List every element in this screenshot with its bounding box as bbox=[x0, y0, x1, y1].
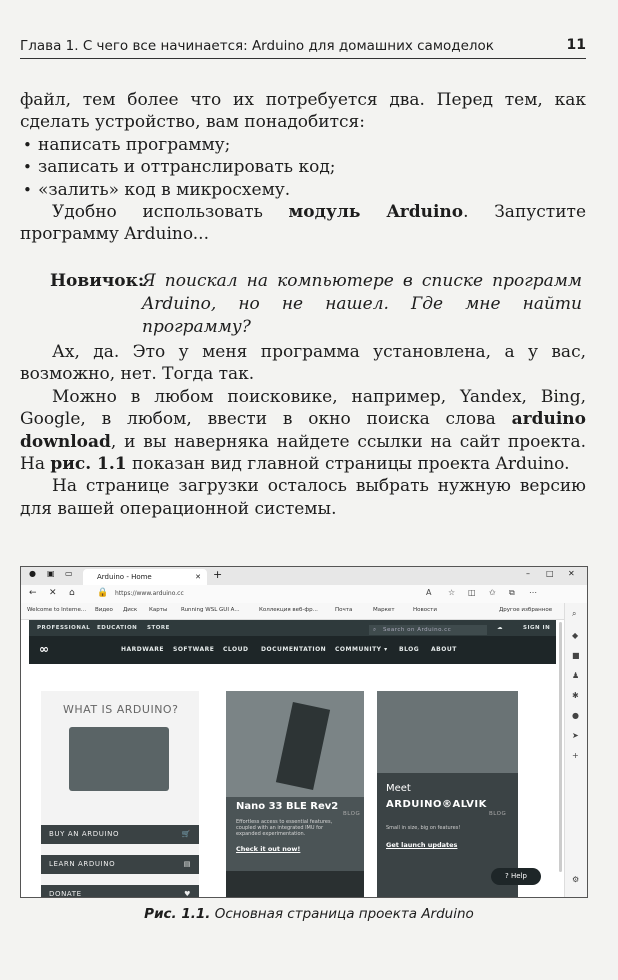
book-icon: ▤ bbox=[183, 860, 191, 868]
cloud-icon[interactable]: ☁ bbox=[497, 625, 503, 631]
close-tab-icon[interactable]: ✕ bbox=[195, 573, 201, 581]
nav-community[interactable]: COMMUNITY ▾ bbox=[335, 646, 388, 653]
card-title: ARDUINO®ALVIK bbox=[386, 799, 487, 810]
paper-plane-icon[interactable]: ➤ bbox=[572, 731, 579, 740]
nano-board-image bbox=[226, 691, 364, 797]
nav-cloud[interactable]: CLOUD bbox=[223, 646, 249, 653]
card-nano-33[interactable] bbox=[226, 691, 364, 897]
bold-term: модуль Arduino bbox=[288, 202, 464, 223]
bookmark-item[interactable]: Новости bbox=[413, 607, 437, 613]
favorite-icon[interactable]: ☆ bbox=[448, 588, 456, 597]
blog-card-strip bbox=[226, 871, 364, 897]
add-icon[interactable]: + bbox=[572, 751, 579, 760]
circle-icon[interactable]: ● bbox=[572, 711, 579, 720]
learn-arduino-button[interactable]: LEARN ARDUINO ▤ bbox=[41, 855, 199, 874]
bookmark-item[interactable]: Коллекция веб-фр... bbox=[259, 607, 318, 613]
nav-documentation[interactable]: DOCUMENTATION bbox=[261, 646, 327, 653]
minimize-icon[interactable]: – bbox=[526, 569, 530, 578]
arduino-logo[interactable]: ∞ bbox=[39, 642, 47, 656]
alvik-robot-image bbox=[377, 691, 518, 773]
card-link[interactable]: Get launch updates bbox=[386, 841, 458, 849]
bookmark-item[interactable]: Welcome to Interne... bbox=[27, 607, 87, 613]
back-icon[interactable]: ← bbox=[29, 588, 37, 598]
card-meet: Meet bbox=[386, 783, 411, 794]
read-aloud-icon[interactable]: A bbox=[426, 588, 432, 597]
body-block-2 bbox=[20, 341, 586, 520]
bookmark-item[interactable]: Диск bbox=[123, 607, 138, 613]
chapter-title: Глава 1. С чего все начинается: Arduino для домашних самоделок bbox=[20, 38, 494, 54]
card-title: WHAT IS ARDUINO? bbox=[63, 703, 179, 716]
donate-button[interactable]: DONATE ♥ bbox=[41, 885, 199, 897]
paragraph-answer: Ах, да. Это у меня программа установлена, а у вас, возможно, нет. Тогда так. bbox=[20, 342, 586, 385]
arduino-board-image bbox=[69, 727, 169, 791]
paragraph-search: Можно в любом поисковике, например, Yandex, Bing, Google, в любом, ввести в окно поиска слова arduino download, и вы наверняка найдете ссылки на сайт проекта. На рис. 1.1 показан вид главной страницы проекта Arduino. bbox=[20, 386, 586, 475]
cart-icon: 🛒 bbox=[181, 830, 191, 838]
buy-arduino-button[interactable]: BUY AN ARDUINO 🛒 bbox=[41, 825, 199, 844]
figure-ref: рис. 1.1 bbox=[50, 454, 127, 475]
web-page bbox=[21, 620, 564, 897]
bold-term: arduino download bbox=[20, 409, 586, 452]
nav-blog[interactable]: BLOG bbox=[399, 646, 420, 653]
bookmark-item[interactable]: Другое избранное bbox=[499, 607, 553, 613]
home-icon[interactable]: ⌂ bbox=[69, 588, 75, 598]
card-description: Effortless access to essential features, coupled with an integrated IMU for expanded experimentation. bbox=[236, 819, 333, 837]
paragraph-download: На странице загрузки осталось выбрать нужную версию для вашей операционной системы. bbox=[20, 476, 586, 519]
briefcase-icon[interactable]: ■ bbox=[572, 651, 580, 660]
address-bar bbox=[21, 585, 587, 604]
bookmark-item[interactable]: Карты bbox=[149, 607, 168, 613]
browser-tab[interactable]: Arduino - Home ✕ bbox=[83, 569, 207, 585]
people-icon[interactable]: ♟ bbox=[572, 671, 580, 680]
bookmark-item[interactable]: Почта bbox=[335, 607, 353, 613]
window-close-icon[interactable]: ✕ bbox=[568, 569, 575, 578]
profile-icon: ● bbox=[29, 569, 36, 578]
dialog-question: Я поискал на компьютере в списке программ Arduino, но не нашел. Где мне найти программу? bbox=[142, 271, 582, 337]
help-button[interactable]: ? Help bbox=[491, 868, 541, 885]
site-search-input[interactable]: ⌕ Search on Arduino.cc bbox=[369, 625, 487, 635]
more-icon[interactable]: ⋯ bbox=[529, 588, 537, 597]
nav-about[interactable]: ABOUT bbox=[431, 646, 457, 653]
nav-professional[interactable]: PROFESSIONAL bbox=[37, 625, 91, 631]
nav-software[interactable]: SOFTWARE bbox=[173, 646, 215, 653]
dialog-speaker: Новичок: bbox=[50, 271, 145, 291]
blog-label: BLOG bbox=[343, 811, 361, 817]
caption-label: Рис. 1.1. bbox=[144, 906, 211, 922]
bookmarks-bar bbox=[21, 603, 587, 620]
list-item: • написать программу; bbox=[20, 134, 586, 156]
nav-hardware[interactable]: HARDWARE bbox=[121, 646, 164, 653]
caption-text: Основная страница проекта Arduino bbox=[210, 906, 474, 922]
sign-in-link[interactable]: SIGN IN bbox=[523, 625, 551, 631]
figure-caption bbox=[0, 906, 618, 922]
card-link[interactable]: Check it out now! bbox=[236, 845, 301, 853]
card-alvik[interactable] bbox=[377, 691, 518, 897]
list-item: • «залить» код в микросхему. bbox=[20, 179, 586, 201]
card-what-is-arduino bbox=[41, 691, 199, 897]
body-block-1 bbox=[20, 89, 586, 246]
bookmark-item[interactable]: Running WSL GUI A... bbox=[181, 607, 240, 613]
url-field[interactable]: https://www.arduino.cc bbox=[115, 590, 184, 597]
paragraph-arduino-module: Удобно использовать модуль Arduino. Запустите программу Arduino... bbox=[20, 202, 586, 245]
paragraph-intro: файл, тем более что их потребуется два. Перед тем, как сделать устройство, вам понадобится: bbox=[20, 90, 586, 133]
tag-icon[interactable]: ◆ bbox=[572, 631, 579, 640]
collections-icon[interactable]: ⧉ bbox=[509, 588, 515, 597]
steps-list bbox=[20, 134, 586, 201]
settings-icon[interactable]: ⚙ bbox=[572, 875, 580, 884]
split-screen-icon[interactable]: ◫ bbox=[468, 588, 476, 597]
scrollbar[interactable] bbox=[559, 622, 562, 872]
workspaces-icon: ▣ bbox=[47, 569, 55, 578]
search-icon: ⌕ bbox=[373, 627, 377, 633]
running-header bbox=[20, 36, 586, 59]
help-icon: ? bbox=[505, 872, 509, 880]
list-item: • записать и оттранслировать код; bbox=[20, 156, 586, 178]
search-icon[interactable]: ⌕ bbox=[572, 609, 577, 618]
heart-icon: ♥ bbox=[184, 890, 191, 897]
nav-education[interactable]: EDUCATION bbox=[97, 625, 138, 631]
browser-screenshot bbox=[20, 566, 588, 898]
nano-chip-shape bbox=[276, 702, 330, 790]
tab-bar bbox=[21, 567, 587, 585]
gear-icon[interactable]: ✱ bbox=[572, 691, 579, 700]
blog-label: BLOG bbox=[489, 811, 507, 817]
nav-store[interactable]: STORE bbox=[147, 625, 170, 631]
lock-icon: 🔒 bbox=[97, 588, 109, 598]
tab-actions-icon: ▭ bbox=[65, 569, 73, 578]
card-description: Small in size, big on features! bbox=[386, 825, 461, 831]
new-tab-icon[interactable]: + bbox=[213, 568, 223, 581]
card-title: Nano 33 BLE Rev2 bbox=[236, 801, 339, 812]
bookmark-item[interactable]: Видео bbox=[95, 607, 113, 613]
top-strip bbox=[29, 620, 556, 636]
page-number: 11 bbox=[566, 37, 586, 53]
bookmark-item[interactable]: Маркет bbox=[373, 607, 395, 613]
edge-sidebar bbox=[564, 603, 587, 897]
stop-icon[interactable]: ✕ bbox=[49, 588, 57, 598]
main-nav bbox=[29, 636, 556, 664]
favorites-icon[interactable]: ✩ bbox=[489, 588, 496, 597]
maximize-icon[interactable]: □ bbox=[546, 569, 554, 578]
